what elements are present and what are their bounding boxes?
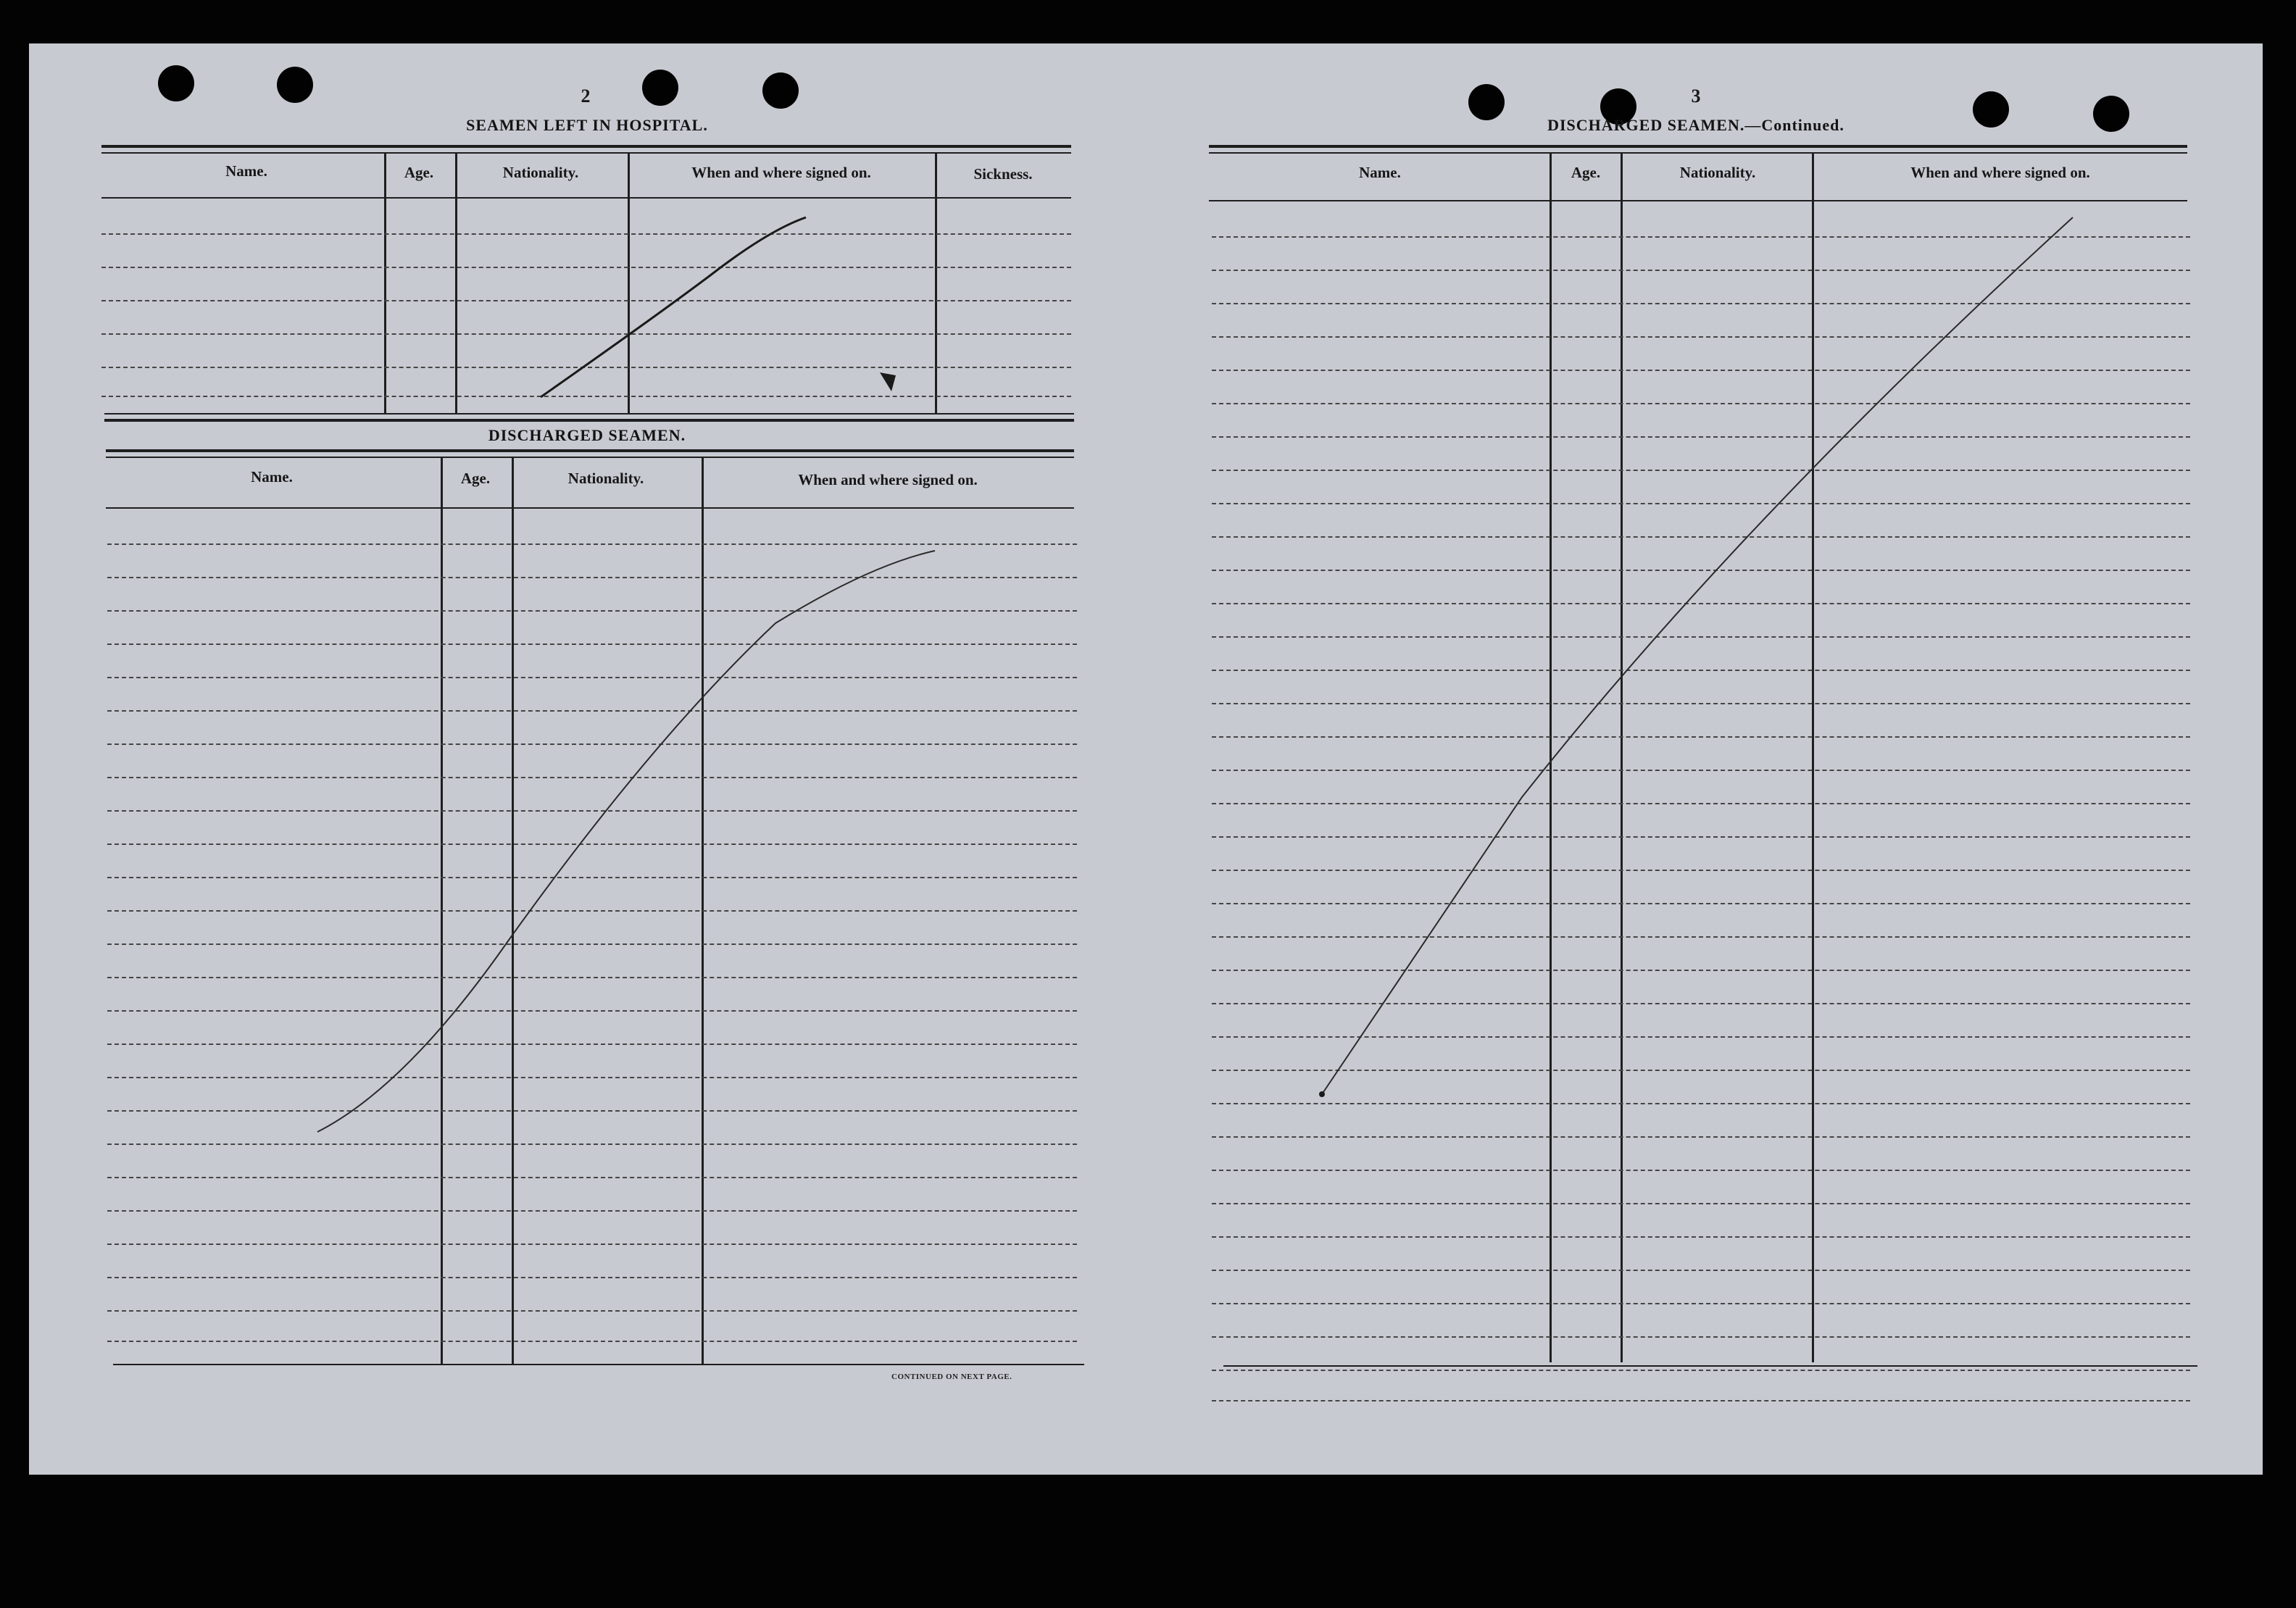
continued-col-name: Name.	[1359, 164, 1401, 181]
continued-footnote: CONTINUED ON NEXT PAGE.	[891, 1372, 1012, 1381]
hospital-col-name: Name.	[225, 162, 267, 180]
hospital-section-title: SEAMEN LEFT IN HOSPITAL.	[466, 116, 708, 134]
continued-col-age: Age.	[1571, 164, 1601, 181]
stroke-start-dot	[1319, 1091, 1325, 1097]
discharged-section-title: DISCHARGED SEAMEN.	[488, 426, 686, 444]
page-number-right: 3	[1691, 86, 1701, 107]
discharged-col-nationality: Nationality.	[567, 470, 644, 487]
ink-mark	[880, 372, 896, 391]
continued-col-signed-on: When and where signed on.	[1910, 164, 2090, 181]
discharged-col-name: Name.	[251, 468, 293, 486]
discharged-cancel-stroke	[317, 551, 935, 1132]
continued-section-title: DISCHARGED SEAMEN.—Continued.	[1547, 116, 1844, 134]
discharged-col-age: Age.	[460, 470, 491, 487]
page-number-left: 2	[581, 86, 591, 107]
hospital-col-sickness: Sickness.	[973, 165, 1033, 183]
hospital-cancel-stroke	[541, 217, 806, 397]
continued-col-nationality: Nationality.	[1679, 164, 1756, 181]
discharged-col-signed-on: When and where signed on.	[798, 471, 978, 488]
hospital-col-nationality: Nationality.	[502, 164, 579, 181]
hospital-col-age: Age.	[404, 164, 434, 181]
hospital-col-signed-on: When and where signed on.	[691, 164, 871, 181]
continued-cancel-stroke	[1322, 217, 2073, 1094]
